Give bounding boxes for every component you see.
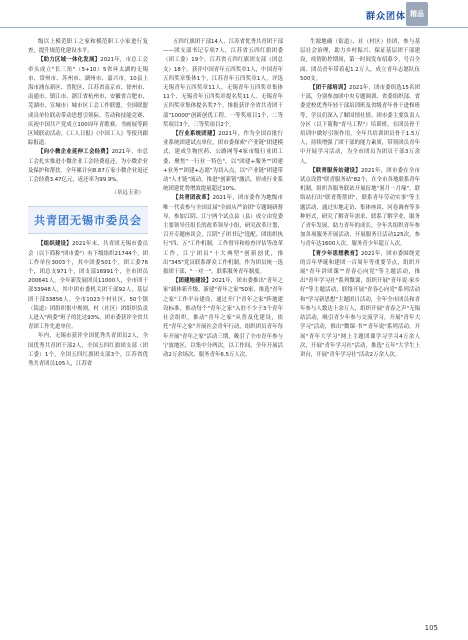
paragraph: 【助力区域一体化发展】2021年，市总工会牵头成立"长三角"（5+10）5省环太湖的无锡市、常州市、苏州市、湖州市、嘉兴市，10县上海市浦东新区、普陀区、江苏省南京市、徐州市、南通市、镇江市、浙江省杭州市、安徽省合肥市、芜湖市、宣城市）城市区工会工作联盟，全国联盟成员单位联动带动思想引领际，劳动和技能竞赛、庆祝中国共产党成立100周年青歌赛、书画展等跨区域联动活动。《工人日报》《中国工人》等报刊跟踪报道。 <box>28 57 148 147</box>
paragraph: 五四红旗团干部14人，江苏省优秀共青团干部——团支部书记专项7人，江苏省五四红旗团委（团工委）19个，江苏省五四红旗团支部（团总支）18个。获评中国青年五四奖章1人，中国青年五四奖章集体1个，江苏青年五四奖章1人，评选无锡青年五四奖章11人、无锡青年五四奖章集体11个、无锡青年五四奖章提名奖11人、无锡青年五四奖章集体提名奖7个，推报获评全省共青团干部"10000"创新创优工程，一等奖项目1个，二等奖项目3个，三等奖项目2个。 <box>163 39 283 128</box>
paragraph: 【团干部培训】2021年，团市委组选15名团干部，分别参加团中央专题调训、省委组织部、省委党校优秀年轻干部培训班及省级青年骨干进修班等，学员们深入了解国情社情、团市委主要负责人分区（以下简称"青马工程"）培训班，在团员骨干培训中做好引领作用，全年共培训团员骨干1.5万人，持续增强了团干部的能力素质，带领团员青年中开展学习活动，为全市团员为团员干部3万余人。 <box>300 85 420 165</box>
paragraph: 级以上模范职工之家和模范职工小家进行复查，提升规范化建设水平。 <box>28 39 148 55</box>
paragraph: 【行业系统团建】2021年，作为全国首批行业系统团建试点单位，团市委探索"产业链"团建模式，建成生物医药、公路网等4家市级行业团工委，聚焦"一行业一特色"，以"团建+服务""团建+业务""团建+志愿"为切入点，以"产业链"团建带动"人才链"流动，推进"创新链"激活，形成行业系统团建优势增效提量超过10%。 <box>163 131 283 193</box>
header-divider <box>0 27 468 28</box>
page-header <box>0 0 468 28</box>
organization-banner <box>28 206 148 234</box>
yearbook-logo-icon: 精品 <box>406 2 428 26</box>
paragraph: 【共青团改革】2021年，团市委作为地级市唯一代表参与全国首届"全面从严治团"专题调研督导，参加江阴、江宁两个试点县（县）成立由党委主要领导任组长的改革领导小组，研究改革计划，召开专题座谈会，江阴"子团书记"选配、团组织执行"四、五"工作机制，工作督导和检查评估等改革工作，江宁团员"十大典型"创新创优，推出"345"党员联系群众工作机制。作为团员统一选拔团干部、"一对一"，联系服务青年制度。 <box>163 195 283 276</box>
paragraph: 【联青服务站建设】2021年，团市委在全市试点设置"联青服务站"82个，在全市各地联系青年机制，组织各服务联站开展征地"暑月一月缘"，联络站打出"联青帮帮团"，联系青年劳动实事"等主题活动，通过实地走访、集体座谈、问卷调查等多种形式，研究了解青年需求、联系了解学业，服务了青年发展，助力青年的成长，全年共组织青年参加各项服务开展活动，开展服务日活动125次，参与青年达1600人次，服务青少年超万人次。 <box>300 167 420 248</box>
text-column-1 <box>28 38 148 618</box>
entry-heading: 【联青服务站建设】 <box>310 167 361 174</box>
paragraph: 生源地确（街道）、社（村区）挂团，参与基层社会治理，助力乡村振兴、保证基层团干部建设，疫情防控期间，第一时间发布招募令，号召全面、团员青年带着起1.2万人，成立青年志愿队伍500支。 <box>300 39 420 82</box>
entry-heading: 【共青团改革】 <box>173 195 213 202</box>
text-column-3 <box>300 38 420 618</box>
entry-heading: 【团干部培训】 <box>310 85 350 92</box>
paragraph: 【向小微企业延伸工会经费】2021年，市总工会扎实推进小微企业工会经费返还，为小微企业及保护和帮扶。全年累计向8.87万家小微企业返还工会经费3.47亿元，返还率为99.9%。 <box>28 149 148 184</box>
author-signoff: （章远玉金） <box>111 190 144 197</box>
paragraph: 【组织建设】2021年末，共青团无锡市委员会（以下简称"团市委"）有下级组织21744个，团工作单位3003个，其中团委501个，团工委76个，团总支971个，团支部16991个，全市团员200641人，全年新发展团员11000人，全市团干部33948人，其中团市委机关团干部92人，基层团干部33856人。全市1023个村社区，50个镇（街道）团组织报中规则，村（社区）团组织负责人进入"两委"班子的比达93%，团市委获评全省共青团工作先进单位。 <box>28 241 148 331</box>
entry-heading: 【青少年思想教育】 <box>310 250 361 257</box>
organization-title: 共青团无锡市委员会 <box>34 213 142 227</box>
entry-heading: 【组织建设】 <box>38 241 72 248</box>
paragraph: 【团建地建设】2021年，团市委推出"青年之家"载体新升级、新建"青年之家"50家，推选"青年之家"工作平台建设，通过开门"青年之家"阵地建设标准，推动每个"青年之家"入驻不少于3个青年社会组织，推动"青年之家"从普及化建设，依托"青年之家"开展社会青年行动，组织团员青年每年开展"青年之家"活动三期，吸引了全市青年参与宁波地区，以集中分两次，以工作间，全年开展活动2万余场次、服务青年6.5万人次。 <box>163 278 283 358</box>
entry-heading: 【向小微企业延伸工会经费】 <box>38 149 112 156</box>
entry-heading: 【团建地建设】 <box>173 278 212 285</box>
paragraph: 【青少年思想教育】2021年，团市委围绕党的百年华诞和建团一百周年等重要节点，组织开展"青年讲团课""青春心向党"等主题活动，推出"青年学习社"系列微课，组织开展"青年说·家乡好"等主题活动，联络开展"青春心向党"系列活动和"学习新思想"主题团日活动，全年全市团员和青年参与人数达十余万人，组织开展"青春之声"无锡站活动，吸引青少年参与交流学习，开展"青年大学习"活动，推出"微课·书""青年说"系列活动，开展"青年大学习"网上主题团课学习学习4万余人次，开展"青年学习社"活动，推选"五年"大学生上讲台，开展"青年学习社"活动2万余人次。 <box>300 250 420 358</box>
entry-heading: 【助力区域一体化发展】 <box>38 57 101 64</box>
section-title: 群众团体 <box>365 12 406 22</box>
entry-heading: 【行业系统团建】 <box>173 131 219 138</box>
paragraph: 年内，无锡市获评全国优秀共青团员2人，全国优秀共青团干部2人，全国五四红旗团支部（团工委）1个，全国五四红旗团支部3个，江苏省优秀共青团员105人，江苏省 <box>28 333 148 368</box>
text-column-2 <box>163 38 283 618</box>
page-number: 105 <box>424 624 438 632</box>
